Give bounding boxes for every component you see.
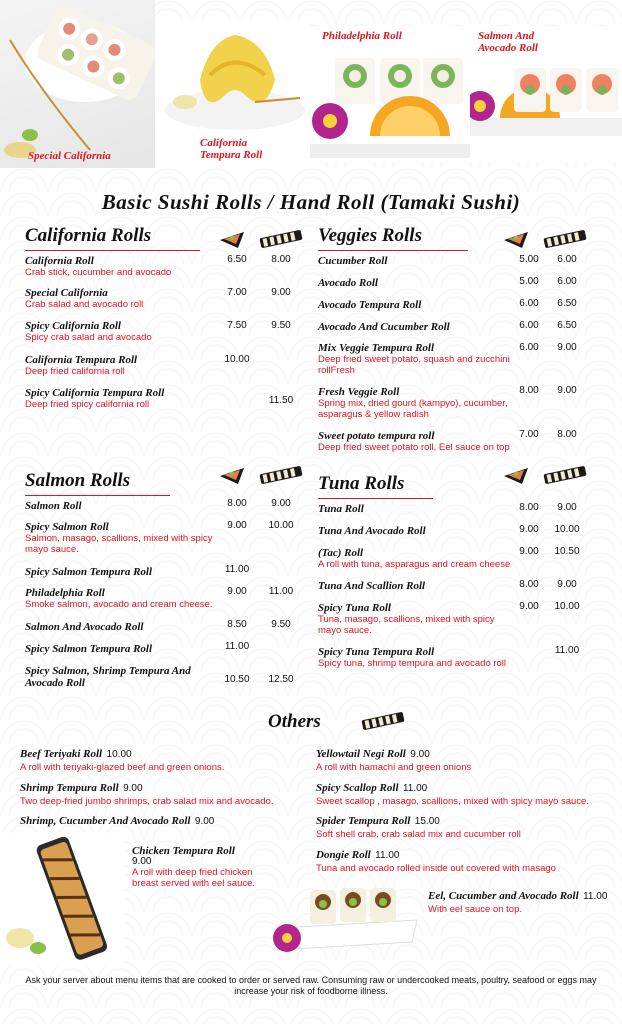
price-2: 9.00 <box>271 287 291 298</box>
menu-item <box>318 386 518 420</box>
price-2: 8.00 <box>557 429 577 440</box>
item-desc: Spicy crab salad and avocado <box>25 332 152 343</box>
price-1: 5.00 <box>519 254 539 265</box>
item-name: Tuna And Avocado Roll <box>318 525 426 537</box>
menu-item <box>318 503 518 515</box>
price-2: 12.50 <box>268 674 294 685</box>
menu-item <box>25 287 215 310</box>
item-name: Avocado Roll <box>318 277 378 289</box>
caption-california-tempura: California Tempura Roll <box>200 137 263 161</box>
menu-item <box>25 665 215 689</box>
menu-item <box>25 387 215 410</box>
menu-item <box>318 525 518 537</box>
price-1: 6.00 <box>519 342 539 353</box>
photo-salmon-avocado <box>470 26 622 162</box>
price-1: 9.00 <box>519 524 539 535</box>
price-1: 6.00 <box>519 298 539 309</box>
item-name: Spicy Scallop Roll <box>316 782 399 794</box>
price-1: 10.50 <box>224 674 250 685</box>
price-2: 11.00 <box>268 586 294 597</box>
item-desc: A roll with hamachi and green onions <box>316 762 472 773</box>
item-name: Salmon Roll <box>25 500 82 512</box>
price-2: 6.50 <box>557 320 577 331</box>
menu-item <box>25 621 220 633</box>
item-name: Tuna And Scallion Roll <box>318 580 426 592</box>
price-2: 8.00 <box>271 254 291 265</box>
menu-item <box>318 321 518 333</box>
menu-item <box>318 547 518 570</box>
price-2: 9.00 <box>557 385 577 396</box>
price-1: 6.00 <box>519 320 539 331</box>
item-name: Beef Teriyaki Roll <box>20 748 103 760</box>
item-price: 10.00 <box>106 749 132 760</box>
tuna-underline <box>318 498 433 499</box>
price-1: 5.00 <box>519 276 539 287</box>
item-desc: Salmon, masago, scallions, mixed with spicy mayo sauce. <box>25 533 213 555</box>
price-1: 9.00 <box>227 520 247 531</box>
price-2: 11.00 <box>554 645 580 656</box>
item-price: 11.00 <box>402 783 428 794</box>
price-1: 7.00 <box>519 429 539 440</box>
item-desc: Spring mix, dried gourd (kampyo), cucumber, asparagus & yellow radish <box>318 398 508 420</box>
veggies-underline <box>318 250 468 251</box>
menu-item <box>318 430 518 453</box>
sushi-roll-icon <box>258 466 304 489</box>
caption-salmon-avocado: Salmon And Avocado Roll <box>478 30 538 54</box>
photo-eel-roll <box>262 880 422 955</box>
price-2: 9.00 <box>557 502 577 513</box>
menu-item <box>318 255 518 267</box>
menu-item <box>25 354 215 377</box>
photo-special-california <box>0 0 155 168</box>
item-name: Spicy Tuna Tempura Roll <box>318 646 435 658</box>
menu-item <box>132 845 272 889</box>
sushi-roll-icon <box>542 230 588 253</box>
item-desc: Crab salad and avocado roll <box>25 299 144 310</box>
item-price: 11.00 <box>375 850 400 861</box>
item-desc: A roll with deep fried chicken breast served with eel sauce. <box>132 867 256 889</box>
price-1: 11.00 <box>224 564 250 575</box>
hand-roll-icon <box>502 230 530 255</box>
menu-item <box>318 342 518 376</box>
sushi-roll-icon <box>542 466 588 489</box>
menu-item <box>316 778 616 807</box>
price-1: 8.50 <box>227 619 247 630</box>
item-name: Yellowtail Negi Roll <box>316 748 406 760</box>
hand-roll-icon <box>502 466 530 491</box>
price-2: 10.00 <box>268 520 294 531</box>
item-name: (Tac) Roll <box>318 547 364 559</box>
item-price: 9.00 <box>410 749 430 760</box>
footer-disclaimer: Ask your server about menu items that are cooked to order or served raw. Consuming raw or undercooked meats, poultry, seafood or eggs may increase your risk of foodborne illness. <box>25 975 597 996</box>
item-name: Sweet potato tempura roll <box>318 430 435 442</box>
salmon-underline <box>25 495 170 496</box>
item-desc: Deep fried sweet potato roll, Eel sauce on top <box>318 442 510 453</box>
eel-roll-image <box>262 880 422 955</box>
item-desc: Soft shell crab, crab salad mix and cucumber roll <box>316 829 521 840</box>
price-2: 9.00 <box>557 342 577 353</box>
menu-item <box>316 811 606 840</box>
price-1: 6.50 <box>227 254 247 265</box>
menu-item <box>318 646 533 669</box>
hand-roll-icon <box>218 230 246 255</box>
main-heading: Basic Sushi Rolls / Hand Roll (Tamaki Sushi) <box>101 190 521 214</box>
menu-item <box>318 277 518 289</box>
hand-roll-icon <box>218 466 246 491</box>
menu-item <box>25 500 215 512</box>
price-2: 9.50 <box>271 320 291 331</box>
menu-item <box>25 521 220 555</box>
item-price: 9.00 <box>132 856 152 867</box>
item-name: Philadelphia Roll <box>25 587 105 599</box>
item-desc: Deep fried california roll <box>25 366 125 377</box>
item-name: Salmon And Avocado Roll <box>25 621 144 633</box>
price-1: 8.00 <box>519 502 539 513</box>
item-name: California Roll <box>25 255 94 267</box>
item-desc: With eel sauce on top. <box>428 904 522 915</box>
price-2: 10.00 <box>554 601 580 612</box>
price-2: 9.50 <box>271 619 291 630</box>
item-name: Cucumber Roll <box>318 255 388 267</box>
item-desc: A roll with tuna, asparagus and cream cheese <box>318 559 511 570</box>
item-name: Tuna Roll <box>318 503 364 515</box>
menu-item <box>316 845 606 874</box>
menu-item <box>318 580 518 592</box>
sushi-roll-icon <box>258 230 304 253</box>
item-name: Shrimp Tempura Roll <box>20 782 119 794</box>
item-desc: Spicy tuna, shrimp tempura and avocado roll <box>318 658 506 669</box>
menu-item <box>20 811 310 829</box>
photo-philadelphia <box>310 26 470 162</box>
menu-item <box>318 299 518 311</box>
item-name: Shrimp, Cucumber And Avocado Roll <box>20 815 191 827</box>
item-price: 9.00 <box>194 816 215 827</box>
price-2: 6.50 <box>557 298 577 309</box>
price-1: 10.00 <box>224 354 250 365</box>
price-2: 10.50 <box>554 546 580 557</box>
item-desc: Crab stick, cucumber and avocado <box>25 267 172 278</box>
price-2: 9.00 <box>271 498 291 509</box>
california-underline <box>25 250 200 251</box>
menu-item <box>25 320 215 343</box>
item-name: Avocado Tempura Roll <box>318 299 422 311</box>
price-1: 7.00 <box>227 287 247 298</box>
item-name: Spicy Salmon Roll <box>25 521 109 533</box>
photo-chicken-tempura <box>0 833 125 965</box>
special-california-image <box>0 0 155 168</box>
item-name: Spicy California Tempura Roll <box>25 387 165 399</box>
item-desc: Tuna, masago, scallions, mixed with spicy mayo sauce. <box>318 614 495 636</box>
price-2: 10.00 <box>554 524 580 535</box>
menu-item <box>316 744 606 773</box>
menu-item <box>20 744 300 773</box>
menu-item <box>25 587 220 610</box>
item-name: Dongie Roll <box>316 849 371 861</box>
item-price: 9.00 <box>123 783 143 794</box>
menu-item <box>20 778 310 807</box>
item-name: Spicy Tuna Roll <box>318 602 391 614</box>
price-1: 7.50 <box>227 320 247 331</box>
menu-item <box>428 886 608 915</box>
menu-item <box>25 255 215 278</box>
price-1: 9.00 <box>519 601 539 612</box>
veggies-section-title: Veggies Rolls <box>318 225 422 246</box>
caption-philadelphia: Philadelphia Roll <box>322 30 402 42</box>
chicken-tempura-image <box>0 833 125 965</box>
price-1: 8.00 <box>519 579 539 590</box>
menu-item <box>25 566 220 578</box>
item-name: Spicy Salmon Tempura Roll <box>25 566 153 578</box>
item-price: 15.00 <box>414 816 440 827</box>
price-2: 9.00 <box>557 579 577 590</box>
price-1: 11.00 <box>224 641 250 652</box>
photo-california-tempura <box>155 20 310 168</box>
item-desc: Deep fried sweet potato, squash and zucchini rollFresh <box>318 354 510 376</box>
item-desc: Tuna and avocado rolled inside out covered with masago <box>316 863 556 874</box>
item-name: Chicken Tempura Roll <box>132 845 235 857</box>
salmon-section-title: Salmon Rolls <box>25 470 131 491</box>
philadelphia-image <box>310 26 470 162</box>
price-2: 6.00 <box>557 276 577 287</box>
item-price: 11.00 <box>583 891 608 902</box>
item-name: Spicy California Roll <box>25 320 121 332</box>
item-desc: Smoke salmon, avocado and cream cheese. <box>25 599 213 610</box>
item-name: Eel, Cucumber and Avocado Roll <box>428 890 579 902</box>
item-name: Mix Veggie Tempura Roll <box>318 342 435 354</box>
price-2: 11.50 <box>268 395 294 406</box>
item-name: Fresh Veggie Roll <box>318 386 400 398</box>
item-name: California Tempura Roll <box>25 354 138 366</box>
item-desc: Two deep-fried jumbo shrimps, crab salad mix and avocado. <box>20 796 274 807</box>
california-section-title: California Rolls <box>25 225 152 246</box>
item-name: Spicy Salmon Tempura Roll <box>25 643 153 655</box>
item-name: Special California <box>25 287 108 299</box>
item-name: Spider Tempura Roll <box>316 815 411 827</box>
price-2: 6.00 <box>557 254 577 265</box>
item-name: Spicy Salmon, Shrimp Tempura And Avocado Roll <box>25 665 191 689</box>
caption-special-california: Special California <box>28 150 111 162</box>
sushi-roll-icon <box>360 712 406 735</box>
price-1: 9.00 <box>227 586 247 597</box>
others-section-title: Others <box>268 711 321 732</box>
item-desc: A roll with teriyaki-glazed beef and green onions. <box>20 762 225 773</box>
price-1: 8.00 <box>227 498 247 509</box>
menu-item <box>318 602 518 636</box>
price-1: 9.00 <box>519 546 539 557</box>
tuna-section-title: Tuna Rolls <box>318 473 405 494</box>
item-desc: Sweet scallop , masago, scallions, mixed with spicy mayo sauce. <box>316 796 589 807</box>
menu-item <box>25 643 220 655</box>
item-desc: Deep fried spicy california roll <box>25 399 150 410</box>
price-1: 8.00 <box>519 385 539 396</box>
item-name: Avocado And Cucumber Roll <box>318 321 450 333</box>
